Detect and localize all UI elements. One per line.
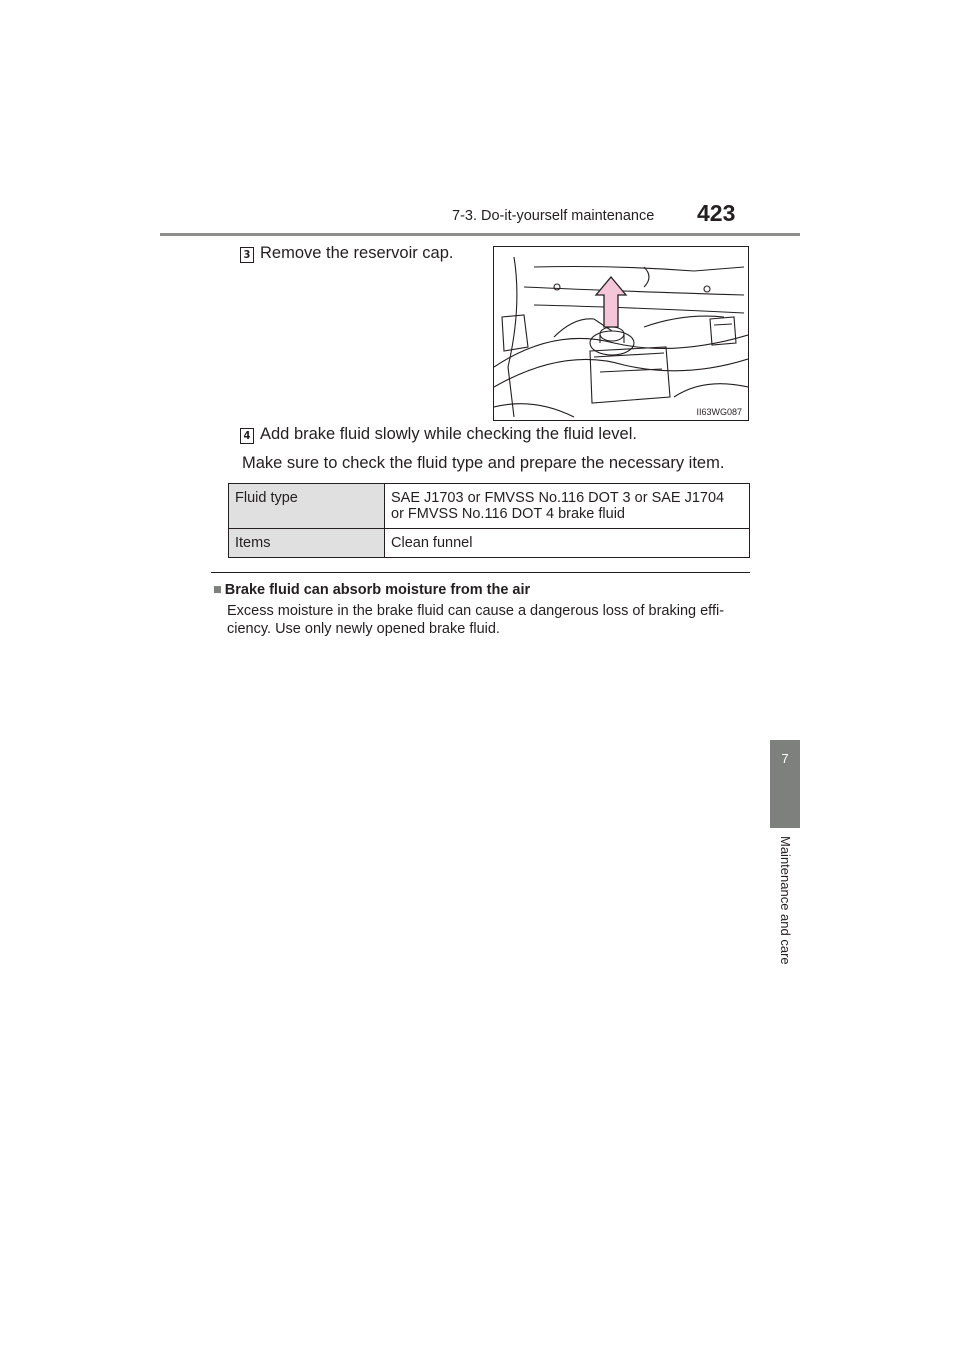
note-heading [213,582,530,598]
table-value-line: or FMVSS No.116 DOT 4 brake fluid [391,506,625,522]
table-label: Fluid type [229,484,385,529]
table-value-line: SAE J1703 or FMVSS No.116 DOT 3 or SAE J1704 [391,490,725,506]
section-title: 7-3. Do-it-yourself maintenance [452,208,655,224]
table-row [229,484,750,529]
instruction-text: Make sure to check the fluid type and prepare the necessary item. [242,454,725,472]
note-line: ciency. Use only newly opened brake fluid. [227,621,500,637]
note-marker-icon: ■ [213,582,222,598]
step-number-4: 4 [240,428,254,444]
brake-reservoir-illustration [494,247,748,420]
header-divider [160,233,800,236]
table-label: Items [229,529,385,558]
chapter-title: Maintenance and care [778,836,793,965]
reservoir-illustration [493,246,749,421]
chapter-number: 7 [781,751,789,766]
step-text-4: Add brake fluid slowly while checking the fluid level. [260,425,637,443]
step-text-3: Remove the reservoir cap. [260,244,454,262]
table-value: Clean funnel [385,529,750,558]
note-body [227,602,767,638]
page-number: 423 [697,200,736,226]
pull-up-arrow-icon [596,277,626,327]
note-heading-text: Brake fluid can absorb moisture from the air [224,582,531,598]
image-code: II63WG087 [696,407,742,417]
section-divider [211,572,750,573]
table-value [385,484,750,529]
fluid-spec-table [228,483,750,558]
note-line: Excess moisture in the brake fluid can cause a dangerous loss of braking effi- [227,603,725,619]
step-number-3: 3 [240,247,254,263]
table-row [229,529,750,558]
